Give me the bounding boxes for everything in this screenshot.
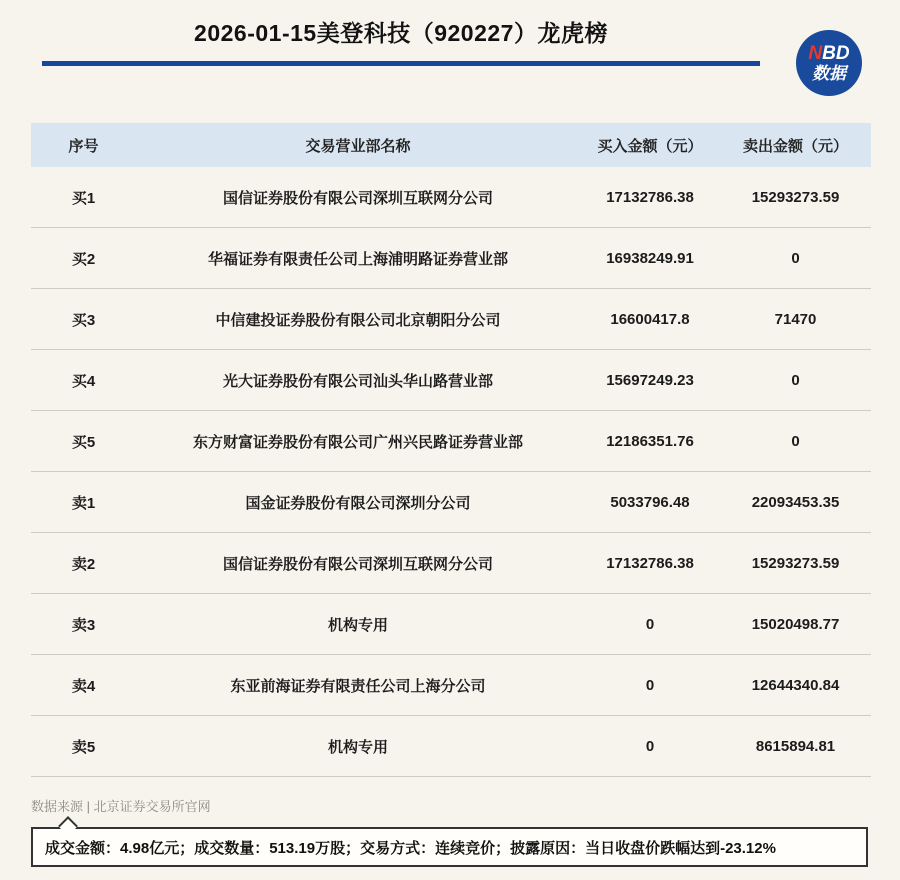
buy-amount-cell: 17132786.38: [580, 167, 720, 228]
branch-name-cell: 机构专用: [136, 716, 580, 777]
buy-amount-cell: 0: [580, 655, 720, 716]
page-title: 2026-01-15美登科技（920227）龙虎榜: [194, 20, 608, 46]
data-source-label: 数据来源 | 北京证券交易所官网: [31, 799, 211, 814]
sell-amount-cell: 15293273.59: [720, 533, 871, 594]
table-row: [31, 472, 871, 533]
seq-cell: 买3: [31, 289, 136, 350]
buy-amount-cell: 16600417.8: [580, 289, 720, 350]
sell-amount-cell: 0: [720, 228, 871, 289]
table-row: [31, 716, 871, 777]
sell-amount-cell: 12644340.84: [720, 655, 871, 716]
branch-name-cell: 机构专用: [136, 594, 580, 655]
col-header-buy-amount: 买入金额（元）: [580, 123, 720, 167]
seq-cell: 卖3: [31, 594, 136, 655]
buy-amount-cell: 16938249.91: [580, 228, 720, 289]
branch-name-cell: 中信建投证券股份有限公司北京朝阳分公司: [136, 289, 580, 350]
table-header-row: [31, 123, 871, 167]
col-header-branch-name: 交易营业部名称: [136, 123, 580, 167]
seq-cell: 买5: [31, 411, 136, 472]
sell-amount-cell: 0: [720, 411, 871, 472]
table-row: [31, 594, 871, 655]
seq-cell: 卖4: [31, 655, 136, 716]
nbd-logo: [796, 30, 862, 96]
buy-amount-cell: 15697249.23: [580, 350, 720, 411]
table-row: [31, 167, 871, 228]
sell-amount-cell: 22093453.35: [720, 472, 871, 533]
buy-amount-cell: 0: [580, 594, 720, 655]
col-header-sell-amount: 卖出金额（元）: [720, 123, 871, 167]
seq-cell: 买1: [31, 167, 136, 228]
nbd-logo-subtext: 数据: [812, 64, 846, 83]
branch-name-cell: 国金证券股份有限公司深圳分公司: [136, 472, 580, 533]
branch-name-cell: 华福证券有限责任公司上海浦明路证券营业部: [136, 228, 580, 289]
branch-name-cell: 东方财富证券股份有限公司广州兴民路证券营业部: [136, 411, 580, 472]
sell-amount-cell: 71470: [720, 289, 871, 350]
branch-name-cell: 东亚前海证券有限责任公司上海分公司: [136, 655, 580, 716]
lhb-table: [31, 123, 871, 777]
col-header-seq: 序号: [31, 123, 136, 167]
title-underline: [42, 61, 760, 66]
table-row: [31, 228, 871, 289]
table-row: [31, 289, 871, 350]
header: [42, 16, 760, 66]
seq-cell: 卖5: [31, 716, 136, 777]
summary-callout: [31, 827, 868, 867]
seq-cell: 买2: [31, 228, 136, 289]
nbd-logo-text: NBD: [808, 43, 850, 64]
branch-name-cell: 光大证券股份有限公司汕头华山路营业部: [136, 350, 580, 411]
table-row: [31, 411, 871, 472]
branch-name-cell: 国信证券股份有限公司深圳互联网分公司: [136, 533, 580, 594]
seq-cell: 卖2: [31, 533, 136, 594]
sell-amount-cell: 15293273.59: [720, 167, 871, 228]
buy-amount-cell: 17132786.38: [580, 533, 720, 594]
seq-cell: 卖1: [31, 472, 136, 533]
table-row: [31, 350, 871, 411]
branch-name-cell: 国信证券股份有限公司深圳互联网分公司: [136, 167, 580, 228]
table-row: [31, 655, 871, 716]
buy-amount-cell: 5033796.48: [580, 472, 720, 533]
table-row: [31, 533, 871, 594]
summary-text: 成交金额：4.98亿元；成交数量：513.19万股；交易方式：连续竞价；披露原因：当日收盘价跌幅达到-23.12%: [31, 827, 868, 867]
sell-amount-cell: 8615894.81: [720, 716, 871, 777]
buy-amount-cell: 0: [580, 716, 720, 777]
seq-cell: 买4: [31, 350, 136, 411]
buy-amount-cell: 12186351.76: [580, 411, 720, 472]
sell-amount-cell: 0: [720, 350, 871, 411]
sell-amount-cell: 15020498.77: [720, 594, 871, 655]
